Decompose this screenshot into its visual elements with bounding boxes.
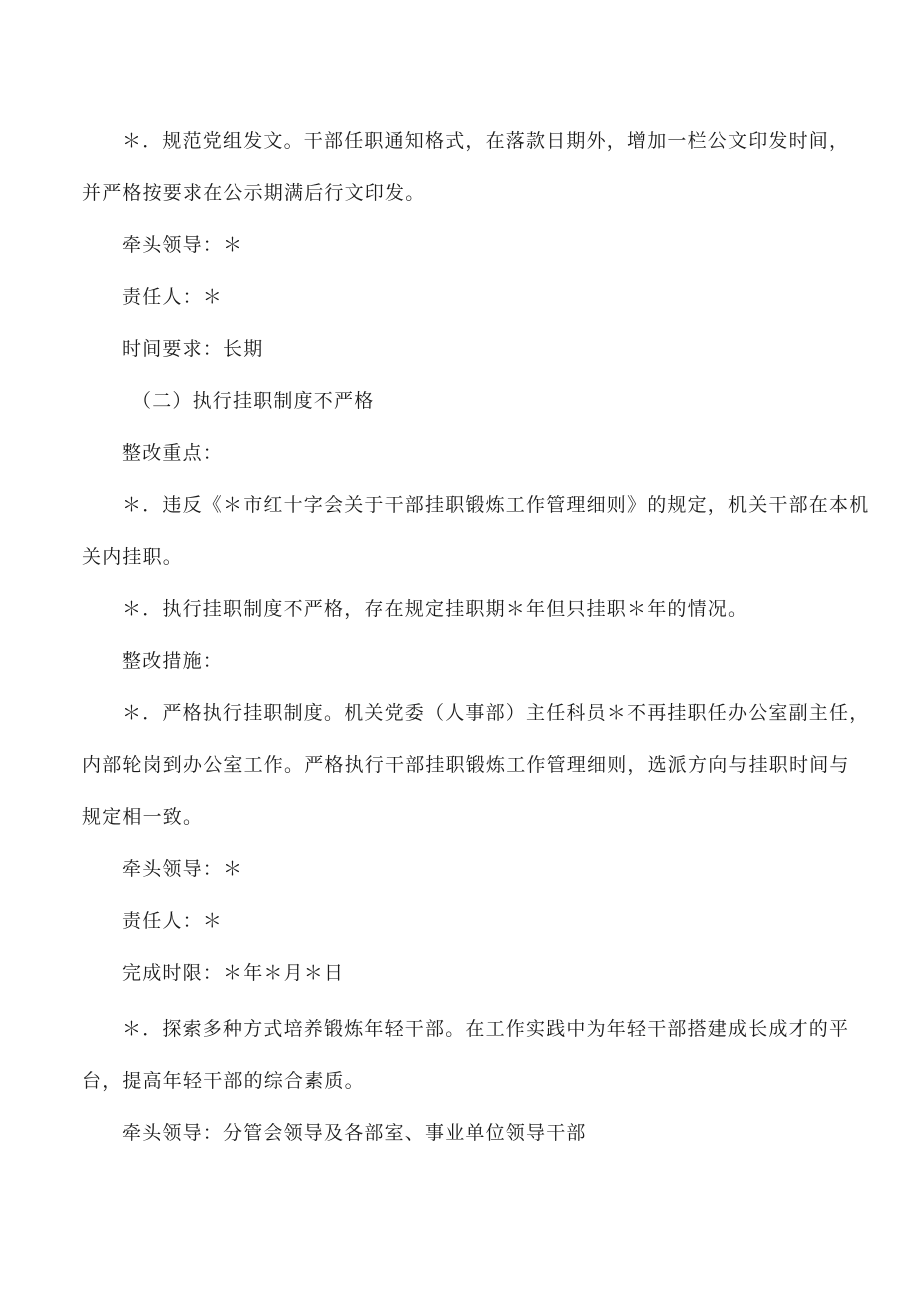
paragraph-14-line-1: ＊．探索多种方式培养锻炼年轻干部。在工作实践中为年轻干部搭建成长成才的平 — [122, 1018, 850, 1040]
rectification-focus-heading: 整改重点： — [122, 442, 224, 464]
paragraph-10-line-3: 规定相一致。 — [82, 806, 204, 828]
lead-leader-2: 牵头领导：＊ — [122, 858, 244, 880]
paragraph-7-line-1: ＊．违反《＊市红十字会关于干部挂职锻炼工作管理细则》的规定，机关干部在本机 — [122, 494, 870, 516]
paragraph-1-line-2: 并严格按要求在公示期满后行文印发。 — [82, 182, 426, 204]
completion-deadline: 完成时限：＊年＊月＊日 — [122, 962, 345, 984]
paragraph-8: ＊．执行挂职制度不严格，存在规定挂职期＊年但只挂职＊年的情况。 — [122, 598, 749, 620]
paragraph-14-line-2: 台，提高年轻干部的综合素质。 — [82, 1070, 365, 1092]
section-heading: （二）执行挂职制度不严格 — [132, 390, 375, 412]
paragraph-10-line-2: 内部轮岗到办公室工作。严格执行干部挂职锻炼工作管理细则，选派方向与挂职时间与 — [82, 754, 850, 776]
rectification-measures-heading: 整改措施： — [122, 650, 224, 672]
paragraph-1-line-1: ＊．规范党组发文。干部任职通知格式，在落款日期外，增加一栏公文印发时间， — [122, 130, 850, 152]
lead-leader-1: 牵头领导：＊ — [122, 234, 244, 256]
lead-leader-3: 牵头领导：分管会领导及各部室、事业单位领导干部 — [122, 1122, 587, 1144]
responsible-person-2: 责任人：＊ — [122, 910, 224, 932]
time-requirement: 时间要求：长期 — [122, 338, 264, 360]
paragraph-7-line-2: 关内挂职。 — [82, 546, 184, 568]
paragraph-10-line-1: ＊．严格执行挂职制度。机关党委（人事部）主任科员＊不再挂职任办公室副主任， — [122, 702, 870, 724]
responsible-person-1: 责任人：＊ — [122, 286, 224, 308]
